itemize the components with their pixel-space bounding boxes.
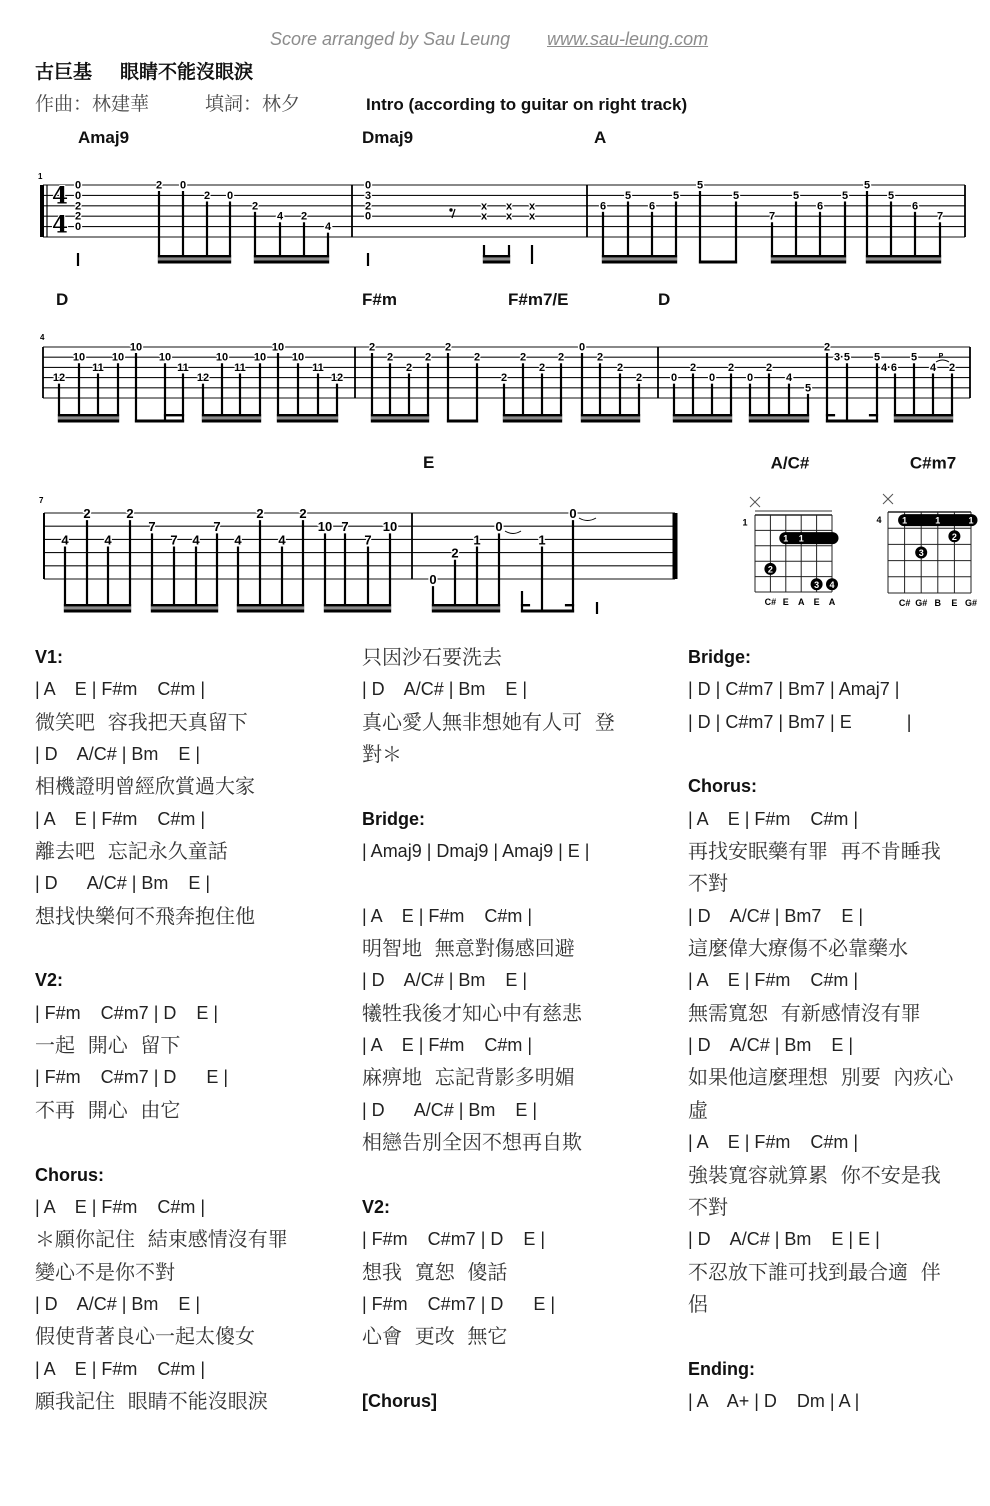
fret-number: x bbox=[528, 210, 536, 223]
fret-number: 0 bbox=[74, 189, 82, 202]
fret-number: 2 bbox=[256, 506, 264, 521]
fret-number: 6 bbox=[816, 200, 824, 213]
chord-progression-line: | D | C#m7 | Bm7 | E | bbox=[688, 711, 912, 732]
fret-number: 3 bbox=[364, 189, 372, 202]
tie-curve bbox=[936, 360, 949, 362]
primary-beam bbox=[371, 420, 429, 423]
fret-number: x bbox=[480, 200, 488, 213]
lyric-line: 假使背著良心一起太傻女 bbox=[35, 1324, 255, 1349]
artist-name: 古巨基 bbox=[35, 61, 93, 83]
fret-number: 2 bbox=[596, 351, 604, 364]
primary-beam bbox=[447, 420, 478, 423]
secondary-beam bbox=[521, 604, 530, 606]
lyric-line: 明智地 無意對傷感回避 bbox=[362, 936, 575, 961]
fret-number: 11 bbox=[234, 361, 246, 374]
primary-beam bbox=[503, 420, 562, 423]
spacer bbox=[688, 1320, 953, 1352]
section-heading: Chorus: bbox=[35, 1164, 104, 1185]
time-signature-bottom: 4 bbox=[51, 211, 69, 239]
primary-beam bbox=[521, 610, 574, 613]
primary-beam bbox=[254, 261, 329, 264]
section-heading: V1: bbox=[35, 647, 64, 667]
lyric-line: 只因沙石要洗去 bbox=[362, 645, 502, 669]
fret-number: 4 bbox=[324, 221, 332, 234]
fret-number: 4 bbox=[929, 361, 937, 374]
fret-number: 11 bbox=[177, 361, 189, 374]
fret-number: 10 bbox=[158, 351, 172, 364]
lyric-line: 不忍放下誰可找到最合適 伴 bbox=[688, 1259, 941, 1284]
primary-beam bbox=[771, 261, 846, 264]
chord-name: E bbox=[423, 453, 435, 472]
fret-number: 10 bbox=[382, 519, 398, 535]
chord-progression-line: | A E | F#m C#m | bbox=[362, 905, 533, 926]
primary-beam bbox=[581, 420, 640, 423]
fret-number: 4 bbox=[104, 532, 112, 548]
section-heading: [Chorus] bbox=[362, 1390, 437, 1411]
secondary-beam bbox=[673, 414, 732, 416]
lyrics-column-3 bbox=[688, 641, 953, 1417]
fret-number: 3·5 bbox=[834, 351, 850, 364]
fret-number: 4 bbox=[276, 210, 284, 223]
secondary-beam bbox=[771, 255, 846, 257]
lyric-line: 強裝寬容就算累 你不安是我 bbox=[688, 1162, 941, 1187]
spacer bbox=[688, 738, 953, 770]
chord-progression-line: | A E | F#m C#m | bbox=[35, 1196, 206, 1217]
fret-number: 2 bbox=[473, 351, 481, 364]
primary-beam bbox=[602, 261, 677, 264]
fret-number: 5 bbox=[624, 189, 632, 202]
fret-number: 4 bbox=[192, 532, 200, 548]
chord-progression-line: | A E | F#m C#m | bbox=[35, 1358, 206, 1379]
fret-number: 6 bbox=[648, 200, 656, 213]
chord-name: Dmaj9 bbox=[362, 128, 414, 147]
chord-progression-line: | D A/C# | Bm E | bbox=[362, 1099, 538, 1120]
measure-number: 7 bbox=[39, 496, 44, 505]
finger-number: 1 bbox=[968, 515, 974, 526]
lyrics-column-2 bbox=[362, 641, 615, 1417]
section-heading: Ending: bbox=[688, 1358, 755, 1379]
fret-number: 7 bbox=[768, 210, 776, 223]
fret-position-label: 4 bbox=[876, 515, 882, 526]
secondary-beam bbox=[164, 414, 184, 416]
fret-number: 7 bbox=[213, 519, 221, 535]
fret-number: 12 bbox=[196, 372, 210, 385]
secondary-beam bbox=[826, 414, 835, 416]
chord-progression-line: | A E | F#m C#m | bbox=[35, 679, 206, 700]
lyric-line: 變心不是你不對 bbox=[35, 1259, 175, 1284]
fret-number: 0 bbox=[74, 221, 82, 234]
lyric-line: 侶 bbox=[688, 1291, 708, 1316]
secondary-beam bbox=[151, 604, 218, 606]
tie-curve bbox=[505, 531, 521, 534]
section-heading: Bridge: bbox=[688, 647, 751, 667]
fret-number: 5 bbox=[863, 179, 871, 192]
tab-system-1 bbox=[38, 172, 965, 266]
fret-number: 0 bbox=[670, 372, 678, 385]
chord-progression-line: | D A/C# | Bm E | bbox=[362, 970, 528, 991]
primary-beam bbox=[699, 261, 737, 264]
chord-progression-line: | Amaj9 | Dmaj9 | Amaj9 | E | bbox=[362, 841, 590, 862]
fret-number: 2 bbox=[823, 341, 831, 354]
lyric-line: 犧牲我後才知心中有慈悲 bbox=[362, 1000, 582, 1025]
fret-number: 1 bbox=[473, 532, 481, 548]
fret-number: 0 bbox=[578, 341, 586, 354]
secondary-beam bbox=[158, 255, 231, 257]
fret-number: 5 bbox=[910, 351, 918, 364]
fret-number: 5 bbox=[873, 351, 881, 364]
section-heading: Bridge: bbox=[362, 808, 425, 829]
secondary-beam bbox=[565, 604, 574, 606]
primary-beam bbox=[749, 420, 809, 423]
string-note-label: G# bbox=[915, 598, 928, 608]
fret-number: 2 bbox=[557, 351, 565, 364]
fret-number: 4 bbox=[785, 372, 793, 385]
chord-diagram-title: A/C# bbox=[770, 453, 810, 473]
chord-progression-line: | A E | F#m C#m | bbox=[35, 808, 206, 829]
chord-diagram-title: C#m7 bbox=[909, 453, 957, 473]
lyric-line: 想我 寬恕 傻話 bbox=[362, 1259, 508, 1284]
fret-number: 2 bbox=[155, 179, 163, 192]
fret-number: 5 bbox=[887, 189, 895, 202]
fret-number: 2 bbox=[364, 200, 372, 213]
finger-number: 2 bbox=[951, 531, 957, 542]
muted-string-icon bbox=[750, 497, 760, 507]
string-note-label: A bbox=[828, 597, 836, 607]
string-note-label: G# bbox=[964, 598, 978, 608]
fret-number: 7 bbox=[341, 519, 349, 535]
chord-progression-line: | D | C#m7 | Bm7 | Amaj7 | bbox=[688, 679, 900, 700]
fret-number: 5 bbox=[804, 382, 812, 395]
fret-number: x bbox=[480, 210, 488, 223]
fret-number: 2 bbox=[948, 361, 956, 374]
primary-beam bbox=[432, 610, 500, 613]
lyric-line: 離去吧 忘記永久童話 bbox=[35, 839, 228, 864]
spacer bbox=[362, 867, 615, 899]
fret-number: 2 bbox=[635, 372, 643, 385]
chord-progression-line: | D A/C# | Bm E | bbox=[688, 1035, 854, 1056]
primary-beam bbox=[64, 610, 131, 613]
secondary-beam bbox=[202, 414, 261, 416]
lyric-line: 不再 開心 由它 bbox=[35, 1097, 181, 1122]
fret-number: 0 bbox=[708, 372, 716, 385]
finger-number: 4 bbox=[829, 579, 835, 590]
lyric-line: 相機證明曾經欣賞過大家 bbox=[35, 774, 255, 799]
fret-number: 0 bbox=[495, 519, 503, 535]
chord-progression-line: | F#m C#m7 | D E | bbox=[362, 1293, 556, 1314]
fret-number: 4 bbox=[278, 532, 286, 548]
section-heading: Chorus: bbox=[688, 776, 757, 797]
finger-number: 1 bbox=[798, 533, 804, 544]
fret-number: 12 bbox=[52, 372, 66, 385]
fret-number: 4·6 bbox=[881, 361, 897, 374]
fret-number: 2 bbox=[74, 210, 82, 223]
primary-beam bbox=[324, 610, 391, 613]
fret-number: 0 bbox=[429, 572, 437, 587]
fret-number: 10 bbox=[111, 351, 125, 364]
fret-number: 2 bbox=[500, 372, 508, 385]
fret-number: 2 bbox=[203, 189, 211, 202]
chord-name: F#m7/E bbox=[508, 290, 569, 309]
fret-number: 0 bbox=[364, 210, 372, 223]
chord-progression-line: | A E | F#m C#m | bbox=[688, 1132, 859, 1153]
chord-progression-line: | D A/C# | Bm E | bbox=[35, 1293, 201, 1314]
fret-number: 0 bbox=[226, 189, 234, 202]
secondary-beam bbox=[432, 604, 500, 606]
secondary-beam bbox=[869, 414, 878, 416]
fret-number: 1 bbox=[538, 532, 546, 548]
fret-number: 2 bbox=[451, 545, 459, 561]
fret-number: 2 bbox=[74, 200, 82, 213]
fret-number: 10 bbox=[317, 519, 333, 535]
primary-beam bbox=[58, 420, 119, 423]
chord-progression-line: | D A/C# | Bm E | bbox=[362, 679, 528, 700]
lyric-line: 對＊ bbox=[362, 742, 402, 767]
primary-beam bbox=[866, 261, 941, 264]
spacer bbox=[362, 1353, 615, 1385]
fret-number: 12 bbox=[330, 372, 344, 385]
chord-progression-line: | A A+ | D Dm | A | bbox=[688, 1390, 860, 1411]
fret-number: 2 bbox=[300, 210, 308, 223]
lyric-line: 想找快樂何不飛奔抱住他 bbox=[35, 903, 255, 928]
secondary-beam bbox=[749, 414, 809, 416]
secondary-beam bbox=[277, 414, 338, 416]
fret-number: 10 bbox=[253, 351, 267, 364]
lyric-line: 真心愛人無非想她有人可 登 bbox=[362, 709, 615, 734]
fret-number: x bbox=[505, 200, 513, 213]
fret-number: 2 bbox=[386, 351, 394, 364]
chord-name: Amaj9 bbox=[78, 128, 130, 147]
chord-progression-line: | A E | F#m C#m | bbox=[688, 808, 859, 829]
primary-beam bbox=[151, 610, 218, 613]
fret-number: 10 bbox=[72, 351, 86, 364]
chord-progression-line: | A E | F#m C#m | bbox=[688, 970, 859, 991]
finger-number: 1 bbox=[935, 515, 941, 526]
measure-number: 1 bbox=[38, 172, 43, 181]
fret-number: 4 bbox=[234, 532, 242, 548]
fret-number: 2 bbox=[519, 351, 527, 364]
secondary-beam bbox=[254, 255, 329, 257]
fret-number: 0 bbox=[569, 506, 577, 521]
fret-number: 0 bbox=[179, 179, 187, 192]
tab-system-3 bbox=[39, 496, 675, 614]
secondary-beam bbox=[58, 414, 119, 416]
muted-string-icon bbox=[883, 494, 893, 504]
lyricist-credit: 填詞：林夕 bbox=[205, 93, 301, 115]
lyric-line: 不對 bbox=[688, 871, 728, 896]
website-link[interactable]: www.sau-leung.com bbox=[547, 29, 709, 49]
lyric-line: ＊願你記住 結束感情沒有罪 bbox=[35, 1227, 288, 1252]
primary-beam bbox=[135, 420, 184, 423]
chord-progression-line: | D A/C# | Bm7 E | bbox=[688, 905, 864, 926]
secondary-beam bbox=[894, 414, 953, 416]
chord-progression-line: | A E | F#m C#m | bbox=[362, 1035, 533, 1056]
fret-number: 11 bbox=[312, 361, 324, 374]
fret-number: 7 bbox=[936, 210, 944, 223]
fret-number: 0 bbox=[364, 179, 372, 192]
fret-number: 2 bbox=[299, 506, 307, 521]
string-note-label: A bbox=[797, 597, 805, 607]
lyric-line: 如果他這麼理想 別要 內疚心 bbox=[688, 1065, 954, 1090]
fret-position-label: 1 bbox=[742, 517, 748, 528]
composer-credit: 作曲：林建華 bbox=[35, 93, 150, 115]
fret-number: 2 bbox=[689, 361, 697, 374]
lyric-line: 一起 開心 留下 bbox=[35, 1033, 181, 1058]
primary-beam bbox=[202, 420, 261, 423]
finger-number: 2 bbox=[767, 564, 773, 575]
fret-number: x bbox=[505, 210, 513, 223]
fret-number: 2 bbox=[83, 506, 91, 521]
primary-beam bbox=[277, 420, 338, 423]
lyric-line: 無需寬恕 有新感情沒有罪 bbox=[688, 1000, 921, 1025]
tie-curve bbox=[579, 518, 596, 521]
string-note-label: E bbox=[951, 598, 958, 608]
chord-name: A bbox=[594, 128, 607, 147]
fret-number: 2 bbox=[538, 361, 546, 374]
fret-number: 5 bbox=[792, 189, 800, 202]
string-note-label: E bbox=[782, 597, 789, 607]
secondary-beam bbox=[581, 414, 640, 416]
secondary-beam bbox=[866, 255, 941, 257]
lyric-line: 願我記住 眼睛不能沒眼淚 bbox=[35, 1388, 268, 1413]
string-note-label: B bbox=[934, 598, 942, 608]
secondary-beam bbox=[237, 604, 304, 606]
fret-number: 0 bbox=[746, 372, 754, 385]
lyric-line: 不對 bbox=[688, 1194, 728, 1219]
chord-progression-line: | F#m C#m7 | D E | bbox=[362, 1229, 546, 1250]
spacer bbox=[362, 1159, 615, 1191]
secondary-beam bbox=[64, 604, 131, 606]
fret-number: 10 bbox=[271, 341, 285, 354]
primary-beam bbox=[158, 261, 231, 264]
finger-number: 3 bbox=[814, 579, 820, 590]
fret-number: x bbox=[528, 200, 536, 213]
spacer bbox=[35, 932, 288, 964]
fret-number: 5 bbox=[841, 189, 849, 202]
lyric-line: 麻痹地 忘記背影多明媚 bbox=[362, 1065, 575, 1090]
arranger-credit: Score arranged by Sau Leung bbox=[270, 29, 511, 49]
fret-number: 2 bbox=[126, 506, 134, 521]
secondary-beam bbox=[483, 255, 510, 257]
primary-beam bbox=[673, 420, 732, 423]
intro-label: Intro (according to guitar on right track) bbox=[366, 95, 688, 114]
chord-progression-line: | D A/C# | Bm E | bbox=[35, 744, 201, 765]
fret-number: 7 bbox=[148, 519, 156, 535]
fret-number: 5 bbox=[672, 189, 680, 202]
spacer bbox=[35, 1126, 288, 1158]
fret-number: 7 bbox=[364, 532, 372, 548]
spacer bbox=[362, 770, 615, 802]
lyric-line: 微笑吧 容我把天真留下 bbox=[35, 709, 248, 734]
section-heading: V2: bbox=[362, 1196, 391, 1217]
fret-number: 10 bbox=[129, 341, 143, 354]
fret-number: 2 bbox=[405, 361, 413, 374]
chord-progression-line: | D A/C# | Bm E | bbox=[35, 873, 211, 894]
lyric-line: 心會 更改 無它 bbox=[362, 1324, 508, 1349]
fret-number: 4 bbox=[61, 532, 69, 548]
fret-number: 6 bbox=[911, 200, 919, 213]
lyrics-column-1 bbox=[35, 641, 288, 1417]
string-note-label: C# bbox=[898, 598, 911, 608]
finger-number: 1 bbox=[902, 515, 908, 526]
section-heading: V2: bbox=[35, 970, 64, 991]
fret-number: 6 bbox=[599, 200, 607, 213]
chord-name: D bbox=[658, 290, 671, 309]
primary-beam bbox=[483, 261, 510, 264]
fret-number: 0 bbox=[74, 179, 82, 192]
fret-number: 2 bbox=[424, 351, 432, 364]
fret-number: 2 bbox=[444, 341, 452, 354]
chord-progression-line: | F#m C#m7 | D E | bbox=[35, 1067, 229, 1088]
string-note-label: C# bbox=[764, 597, 777, 607]
fret-number: 10 bbox=[215, 351, 229, 364]
string-note-label: E bbox=[813, 597, 820, 607]
fret-number: 2 bbox=[251, 200, 259, 213]
secondary-beam bbox=[371, 414, 429, 416]
chord-progression-line: | D A/C# | Bm E | E | bbox=[688, 1229, 880, 1250]
lyric-line: 相戀告別全因不想再自欺 bbox=[362, 1130, 582, 1155]
primary-beam bbox=[237, 610, 304, 613]
fret-number: 11 bbox=[92, 361, 104, 374]
measure-number: 4 bbox=[40, 333, 45, 342]
chord-diagram-2 bbox=[876, 454, 977, 609]
primary-beam bbox=[894, 420, 953, 423]
fret-number: 2 bbox=[765, 361, 773, 374]
lyric-line: 虛 bbox=[688, 1097, 708, 1122]
chord-name: D bbox=[56, 290, 69, 309]
song-title: 眼睛不能沒眼淚 bbox=[120, 61, 254, 83]
finger-number: 3 bbox=[918, 548, 924, 558]
lyric-line: 再找安眠藥有罪 再不肯睡我 bbox=[688, 839, 941, 864]
chord-progression-line: | F#m C#m7 | D E | bbox=[35, 1002, 219, 1023]
chord-name: F#m bbox=[362, 290, 397, 309]
secondary-beam bbox=[602, 255, 677, 257]
primary-beam bbox=[826, 420, 878, 423]
chord-diagram-1 bbox=[742, 454, 838, 608]
fret-number: 2 bbox=[727, 361, 735, 374]
technique-annotation: P bbox=[938, 353, 944, 360]
tab-system-2 bbox=[40, 333, 970, 423]
finger-number: 1 bbox=[783, 533, 789, 544]
fret-number: 2 bbox=[616, 361, 624, 374]
secondary-beam bbox=[324, 604, 391, 606]
fret-number: 5 bbox=[732, 189, 740, 202]
secondary-beam bbox=[503, 414, 562, 416]
time-signature-top: 4 bbox=[51, 182, 69, 210]
fret-number: 5 bbox=[696, 179, 704, 192]
fret-number: 10 bbox=[291, 351, 305, 364]
fret-number: 7 bbox=[170, 532, 178, 548]
lyric-line: 這麼偉大療傷不必靠藥水 bbox=[688, 936, 908, 961]
fret-number: 2 bbox=[368, 341, 376, 354]
